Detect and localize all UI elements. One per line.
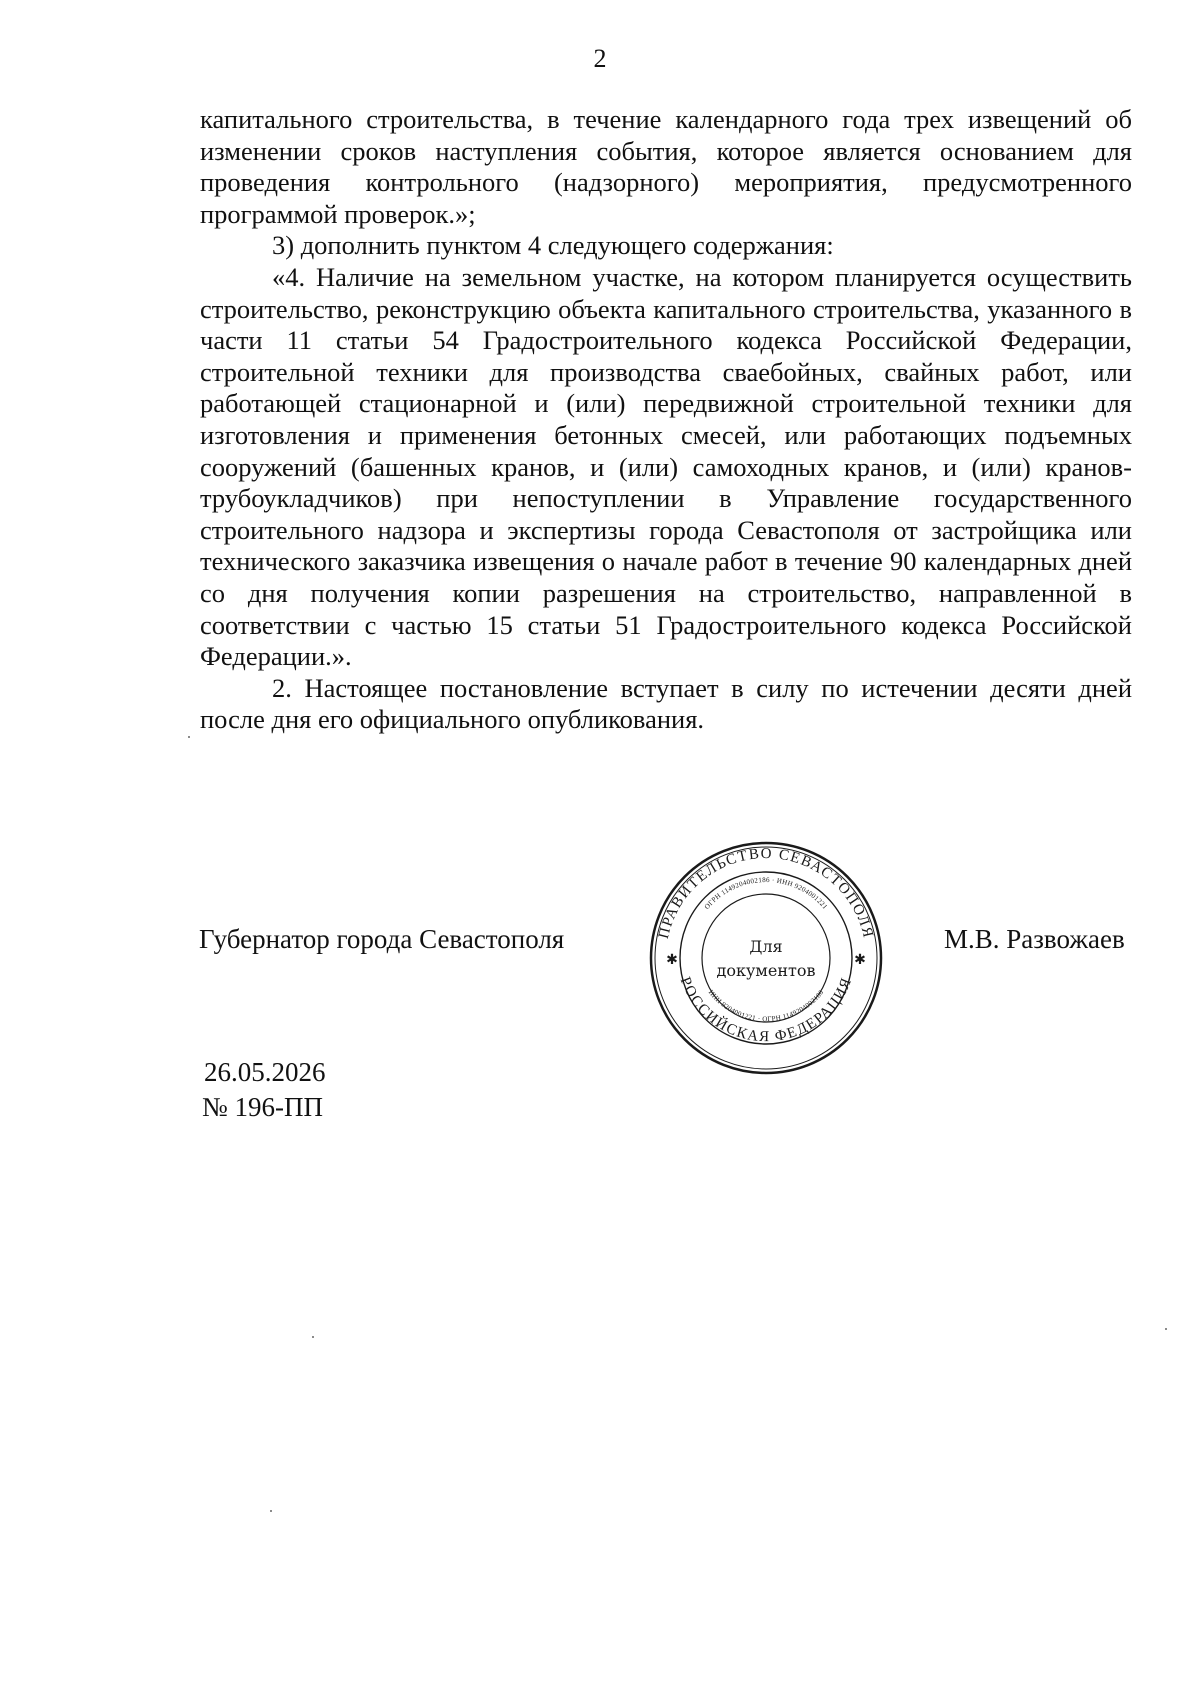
paragraph-item-3: 3) дополнить пунктом 4 следующего содержания: <box>272 230 834 261</box>
scan-speck <box>270 1510 272 1512</box>
seal-inner-top-text: ОГРН 1149204002186 · ИНН 9204001221 <box>702 875 830 911</box>
seal-center-line-2: документов <box>716 961 816 980</box>
paragraph-item-2: 2. Настоящее постановление вступает в силу по истечении десяти дней после дня его официального опубликования. <box>200 672 1132 735</box>
paragraph-point-4: «4. Наличие на земельном участке, на котором планируется осуществить строительство, реконструкцию объекта капитального строительства, указанного в части 11 статьи 54 Градостроительного кодекса Российской Федерации, строительной техники для производства сваебойных, свайных работ, или работающей стационарной и (или) передвижной строительной техники для изготовления и применения бетонных смесей, или работающих подъемных сооружений (башенных кранов, и (или) самоходных кранов, и (или) кранов-трубоукладчиков) при непоступлении в Управление государственного строительного надзора и экспертизы города Севастополя от застройщика или технического заказчика извещения о начале работ в течение 90 календарных дней со дня получения копии разрешения на строительство, направленной в соответствии с частью 15 статьи 51 Градостроительного кодекса Российской Федерации.». <box>200 261 1132 672</box>
seal-inner-bottom-text: ИНН 9204001221 · ОГРН 1149204002186 <box>706 988 826 1024</box>
paragraph-continuation: капитального строительства, в течение календарного года трех извещений об изменении сроков наступления события, которое является основанием для проведения контрольного (надзорного) мероприятия, предусмотренного программой проверок.»; <box>200 104 1132 229</box>
scan-speck <box>312 1336 314 1338</box>
seal-outer-text: ПРАВИТЕЛЬСТВО СЕВАСТОПОЛЯ <box>655 845 877 941</box>
seal-star-left-icon: ✱ <box>666 953 678 968</box>
official-seal <box>648 840 884 1076</box>
signatory-name: М.В. Развожаев <box>944 924 1125 954</box>
document-body <box>200 104 1132 736</box>
seal-center-line-1: Для <box>749 937 783 956</box>
seal-star-right-icon: ✱ <box>854 953 866 968</box>
scan-speck <box>1165 1328 1167 1330</box>
document-date: 26.05.2026 <box>204 1057 326 1087</box>
seal-outer-bottom-text: РОССИЙСКАЯ ФЕДЕРАЦИЯ <box>676 974 856 1046</box>
document-number: № 196-ПП <box>202 1092 323 1122</box>
signatory-title: Губернатор города Севастополя <box>199 924 565 954</box>
scan-speck <box>188 736 190 738</box>
page-number: 2 <box>593 44 607 73</box>
